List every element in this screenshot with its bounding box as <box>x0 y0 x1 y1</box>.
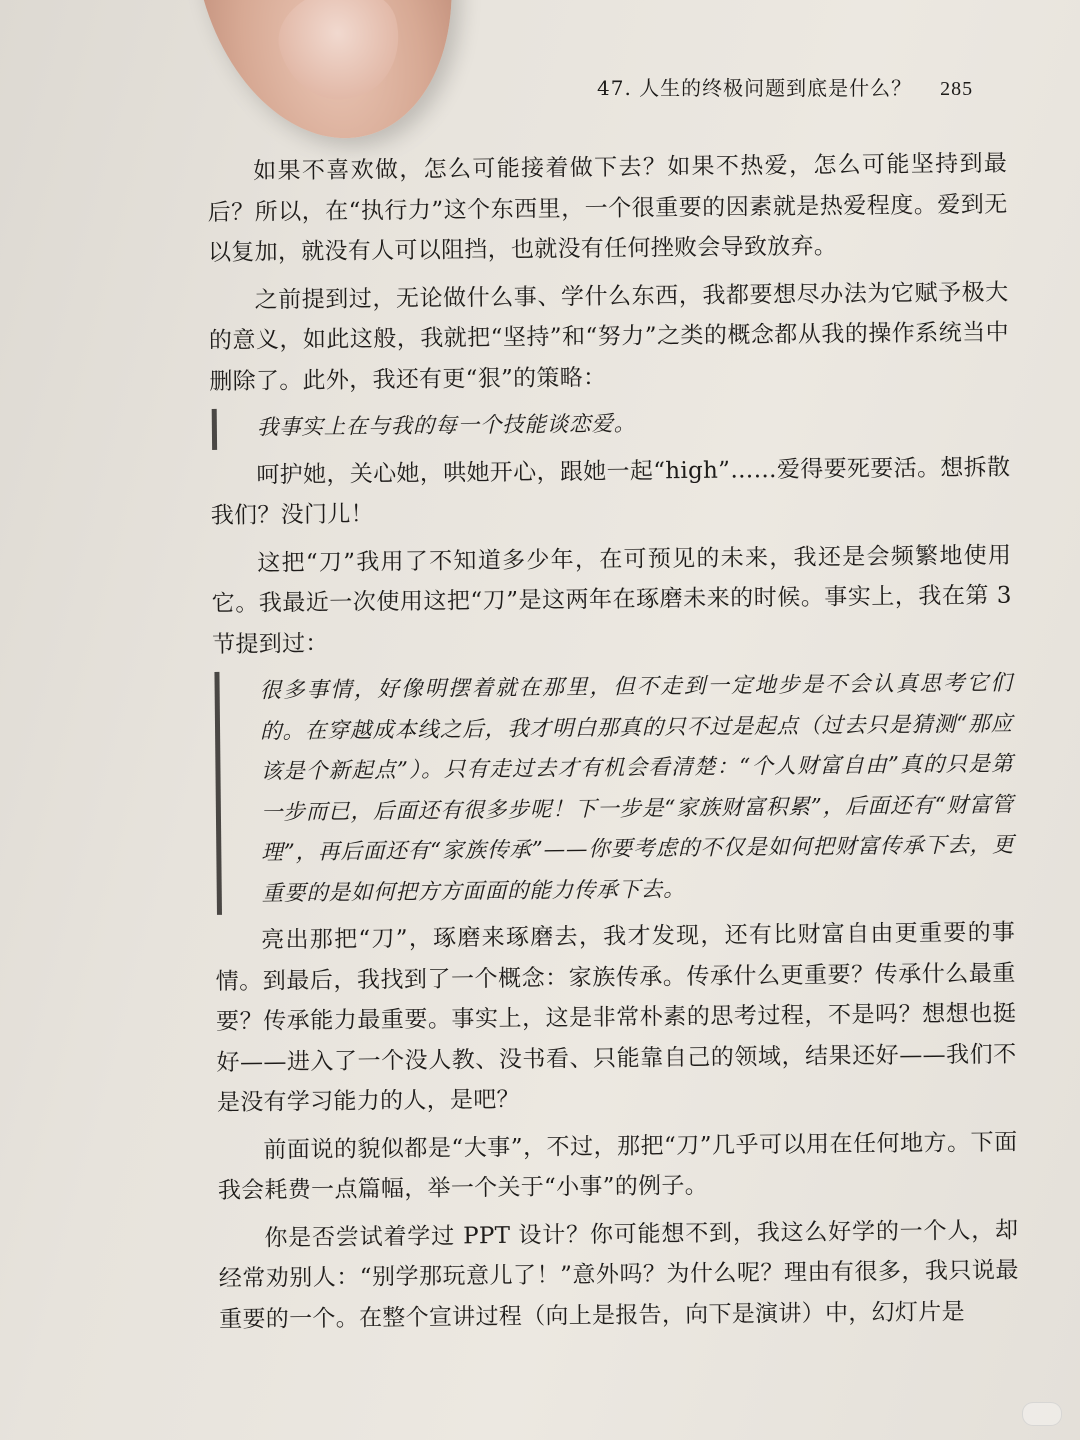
running-header <box>597 72 973 101</box>
fingernail <box>269 0 412 112</box>
paragraph-1: 如果不喜欢做，怎么可能接着做下去？如果不热爱，怎么可能坚持到最后？所以，在“执行力”这个东西里，一个很重要的因素就是热爱程度。爱到无以复加，就没有人可以阻挡，也就没有任何挫败会导致放弃。 <box>207 150 1008 266</box>
block-quote-2: 很多事情，好像明摆着就在那里，但不走到一定地步是不会认真思考它们的。在穿越成本线之后，我才明白那真的只不过是起点（过去只是猜测“那应该是个新起点”）。只有走过去才有机会看清楚：“个人财富自由”真的只是第一步而已，后面还有很多步呢！下一步是“家族财富积累”，后面还有“财富管理”，再后面还有“家族传承”——你要考虑的不仅是如何把财富传承下去，更重要的是如何把方方面面的能力传承下去。 <box>214 664 1015 915</box>
paragraph-5: 亮出那把“刀”，琢磨来琢磨去，我才发现，还有比财富自由更重要的事情。到最后，我找到了一个概念：家族传承。传承什么更重要？传承什么最重要？传承能力最重要。事实上，这是非常朴素的思考过程，不是吗？想想也挺好——进入了一个没人教、没书看、只能靠自己的领域，结果还好——我们不是没有学习能力的人，是吧？ <box>215 919 1017 1116</box>
chapter-title: 47. 人生的终极问题到底是什么？ <box>597 76 913 100</box>
paragraph-3: 呵护她，关心她，哄她开心，跟她一起“high”……爱得要死要活。想拆散我们？没门儿！ <box>210 454 1011 529</box>
finger-photo <box>172 0 487 166</box>
block-quote-1: 我事实上在与我的每一个技能谈恋爱。 <box>212 401 1010 450</box>
page-number: 285 <box>940 78 974 100</box>
paragraph-7: 你是否尝试着学过 PPT 设计？你可能想不到，我这么好学的一个人，却经常劝别人：“别学那玩意儿了！”意外吗？为什么呢？理由有很多，我只说最重要的一个。在整个宣讲过程（向上是报告，向下是演讲）中，幻灯片是 <box>218 1217 1019 1333</box>
paragraph-6: 前面说的貌似都是“大事”，不过，那把“刀”几乎可以用在任何地方。下面我会耗费一点篇幅，举一个关于“小事”的例子。 <box>217 1129 1018 1204</box>
paragraph-2: 之前提到过，无论做什么事、学什么东西，我都要想尽办法为它赋予极大的意义，如此这般，我就把“坚持”和“努力”之类的概念都从我的操作系统当中删除了。此外，我还有更“狠”的策略： <box>208 279 1010 395</box>
body-text <box>207 144 1019 1347</box>
paragraph-4: 这把“刀”我用了不知道多少年，在可预见的未来，我还是会频繁地使用它。我最近一次使用这把“刀”是这两年在琢磨未来的时候。事实上，我在第 3 节提到过： <box>211 542 1012 658</box>
watermark-badge <box>1022 1402 1062 1426</box>
